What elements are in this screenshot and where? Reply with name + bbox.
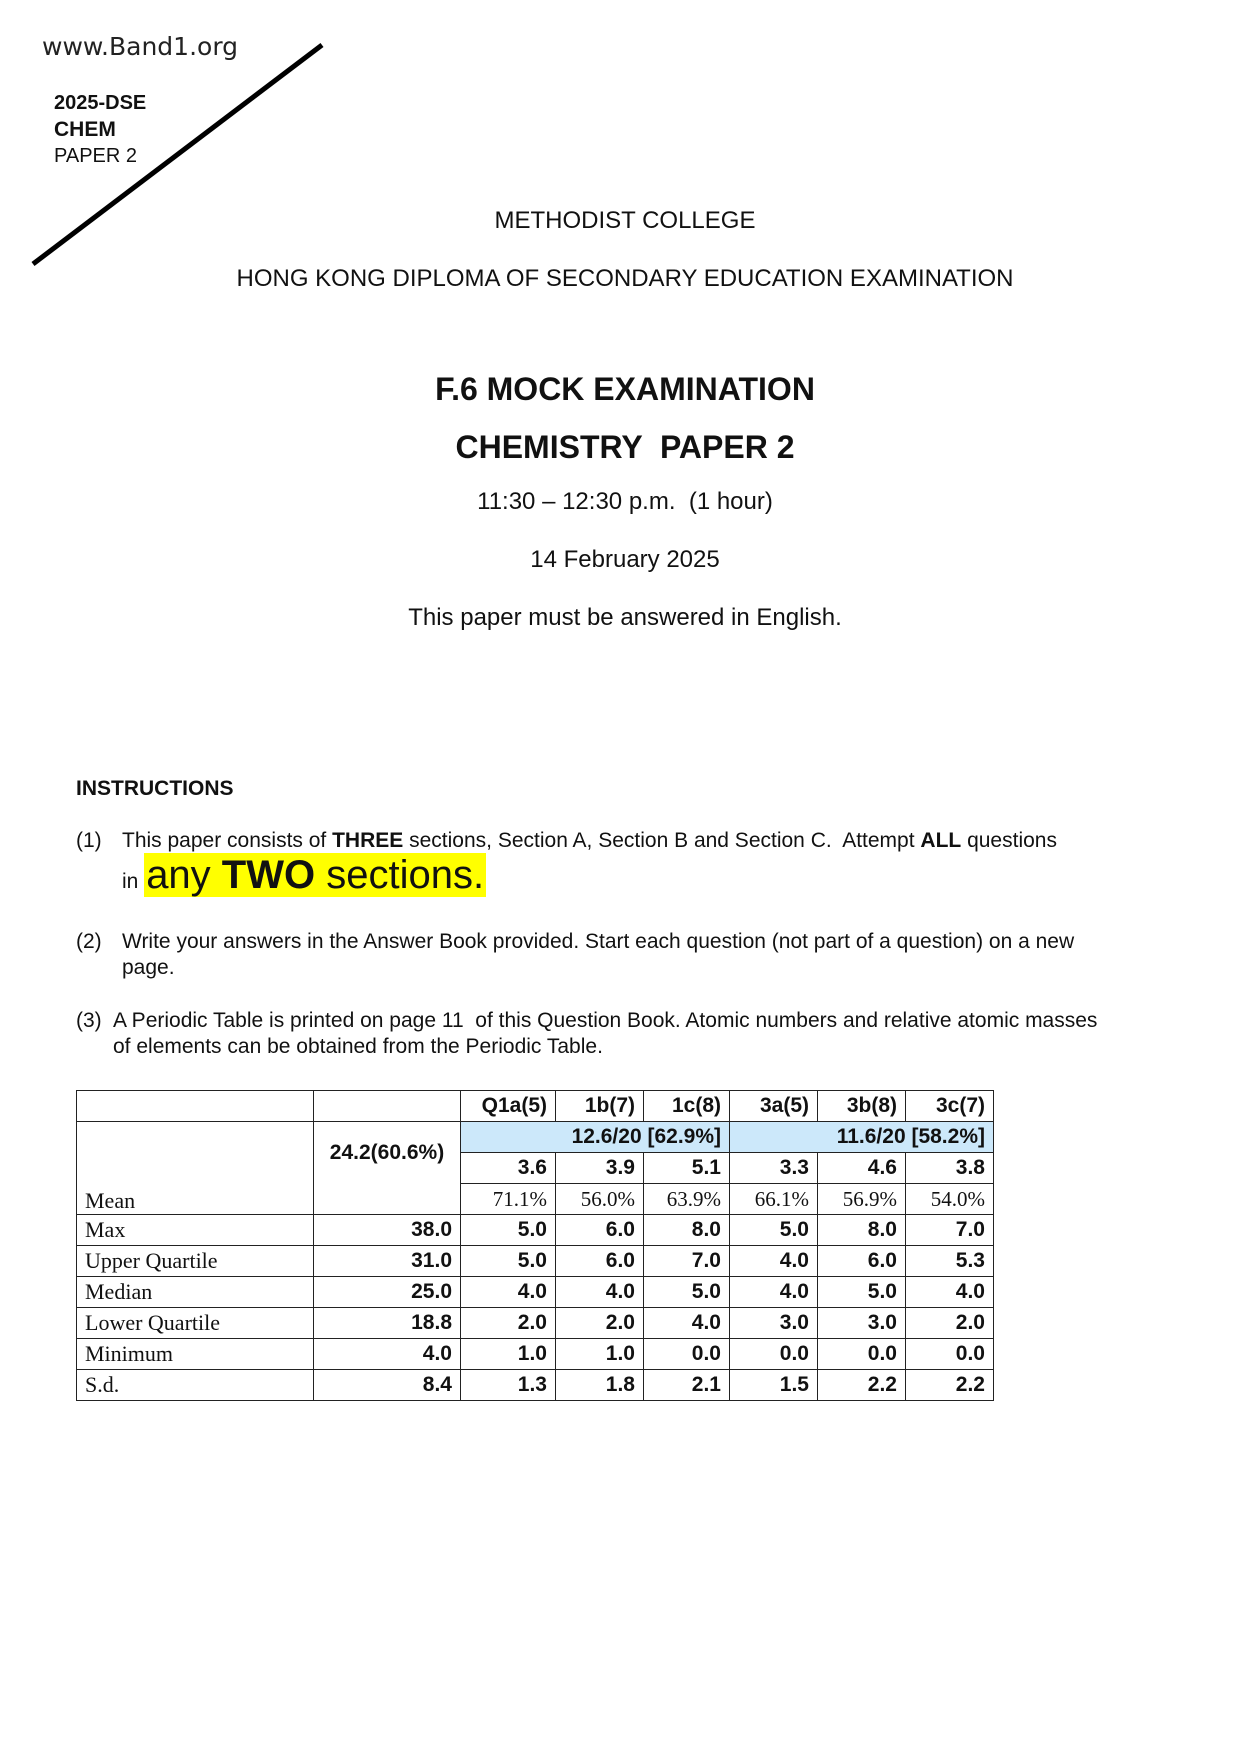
- table-cell: 4.0: [461, 1277, 556, 1308]
- table-cell: 4.0: [730, 1246, 818, 1277]
- highlight-any-two-sections: any TWO sections.: [146, 853, 485, 897]
- instruction-3-line2: of elements can be obtained from the Periodic Table.: [113, 1035, 603, 1058]
- table-cell: 18.8: [314, 1308, 461, 1339]
- instruction-2-line1: Write your answers in the Answer Book provided. Start each question (not part of a question) on a new: [122, 930, 1075, 953]
- table-cell: 1.0: [556, 1339, 644, 1370]
- table-cell: 8.0: [818, 1215, 906, 1246]
- row-label: Minimum: [77, 1339, 314, 1370]
- row-label: Max: [77, 1215, 314, 1246]
- table-cell: 7.0: [906, 1215, 994, 1246]
- corner-paper: PAPER 2: [54, 145, 137, 167]
- statistics-table: [76, 1090, 994, 1401]
- table-cell: 56.0%: [556, 1184, 644, 1215]
- row-label: S.d.: [77, 1370, 314, 1401]
- table-cell: 4.0: [906, 1277, 994, 1308]
- table-row: [77, 1122, 994, 1153]
- title-mock: F.6 MOCK EXAMINATION: [435, 371, 815, 407]
- table-row: [77, 1308, 994, 1339]
- col-header: Q1a(5): [461, 1091, 556, 1122]
- table-cell: 38.0: [314, 1215, 461, 1246]
- table-cell: 6.0: [818, 1246, 906, 1277]
- table-cell: 66.1%: [730, 1184, 818, 1215]
- instruction-2-line2: page.: [122, 956, 175, 979]
- table-cell: 3.0: [818, 1308, 906, 1339]
- exam-date: 14 February 2025: [530, 546, 720, 573]
- table-cell: 25.0: [314, 1277, 461, 1308]
- table-cell: 31.0: [314, 1246, 461, 1277]
- table-row: [77, 1215, 994, 1246]
- table-cell: 63.9%: [644, 1184, 730, 1215]
- row-label: Upper Quartile: [77, 1246, 314, 1277]
- row-label: Median: [77, 1277, 314, 1308]
- diagonal-line: [0, 0, 360, 290]
- school-name: METHODIST COLLEGE: [494, 207, 756, 234]
- table-cell: 4.0: [314, 1339, 461, 1370]
- table-cell: 3.0: [730, 1308, 818, 1339]
- table-cell: 1.5: [730, 1370, 818, 1401]
- table-cell: 1.0: [461, 1339, 556, 1370]
- table-cell: 2.2: [906, 1370, 994, 1401]
- table-cell: 0.0: [730, 1339, 818, 1370]
- table-cell: 54.0%: [906, 1184, 994, 1215]
- exam-name: HONG KONG DIPLOMA OF SECONDARY EDUCATION EXAMINATION: [236, 265, 1014, 292]
- table-row: [77, 1277, 994, 1308]
- table-cell: 1.3: [461, 1370, 556, 1401]
- table-cell: 5.1: [644, 1153, 730, 1184]
- language-note: This paper must be answered in English.: [408, 604, 842, 631]
- overall-mean: 24.2(60.6%): [314, 1122, 461, 1215]
- instruction-1-line1: This paper consists of THREE sections, Section A, Section B and Section C. Attempt ALL questions: [122, 829, 1057, 852]
- col-header: 3a(5): [730, 1091, 818, 1122]
- table-cell: 4.0: [644, 1308, 730, 1339]
- table-cell: 5.0: [644, 1277, 730, 1308]
- table-cell: 71.1%: [461, 1184, 556, 1215]
- table-cell: 5.0: [818, 1277, 906, 1308]
- col-header: 1c(8): [644, 1091, 730, 1122]
- row-label: Lower Quartile: [77, 1308, 314, 1339]
- col-header: 3c(7): [906, 1091, 994, 1122]
- instructions-heading: INSTRUCTIONS: [76, 777, 234, 800]
- corner-year: 2025-DSE: [54, 92, 147, 114]
- table-cell: 4.6: [818, 1153, 906, 1184]
- table-cell: 5.0: [461, 1246, 556, 1277]
- table-cell: 6.0: [556, 1246, 644, 1277]
- table-cell: 8.4: [314, 1370, 461, 1401]
- table-cell: 0.0: [818, 1339, 906, 1370]
- table-cell: 6.0: [556, 1215, 644, 1246]
- table-cell: 56.9%: [818, 1184, 906, 1215]
- section-c-mean: 11.6/20 [58.2%]: [730, 1122, 994, 1153]
- table-cell: 5.0: [730, 1215, 818, 1246]
- table-row: [77, 1370, 994, 1401]
- row-label-mean: Mean: [77, 1122, 314, 1215]
- watermark: www.Band1.org: [42, 32, 239, 61]
- table-cell: 2.0: [461, 1308, 556, 1339]
- table-cell: 3.9: [556, 1153, 644, 1184]
- table-header-row: [77, 1091, 994, 1122]
- table-cell: 0.0: [644, 1339, 730, 1370]
- table-cell: 2.0: [906, 1308, 994, 1339]
- instruction-1-num: (1): [76, 829, 102, 852]
- table-row: [77, 1339, 994, 1370]
- table-cell: 3.8: [906, 1153, 994, 1184]
- table-cell: 2.0: [556, 1308, 644, 1339]
- table-cell: 8.0: [644, 1215, 730, 1246]
- table-row: [77, 1246, 994, 1277]
- table-cell: 5.0: [461, 1215, 556, 1246]
- table-cell: 3.6: [461, 1153, 556, 1184]
- col-header: 3b(8): [818, 1091, 906, 1122]
- table-cell: 1.8: [556, 1370, 644, 1401]
- table-cell: 0.0: [906, 1339, 994, 1370]
- instruction-2-num: (2): [76, 930, 102, 953]
- instruction-3-line1: A Periodic Table is printed on page 11 of this Question Book. Atomic numbers and relative atomic masses: [113, 1009, 1098, 1032]
- table-cell: 2.2: [818, 1370, 906, 1401]
- table-cell: 5.3: [906, 1246, 994, 1277]
- table-cell: 4.0: [556, 1277, 644, 1308]
- corner-subject: CHEM: [54, 118, 116, 141]
- title-paper: CHEMISTRY PAPER 2: [455, 429, 795, 465]
- section-a-mean: 12.6/20 [62.9%]: [461, 1122, 730, 1153]
- exam-time: 11:30 – 12:30 p.m. (1 hour): [477, 488, 773, 515]
- table-cell: 3.3: [730, 1153, 818, 1184]
- col-header: 1b(7): [556, 1091, 644, 1122]
- table-cell: 7.0: [644, 1246, 730, 1277]
- table-cell: 4.0: [730, 1277, 818, 1308]
- instruction-3-num: (3): [76, 1009, 102, 1032]
- instruction-1-line2: in any TWO sections.: [122, 853, 485, 897]
- table-cell: 2.1: [644, 1370, 730, 1401]
